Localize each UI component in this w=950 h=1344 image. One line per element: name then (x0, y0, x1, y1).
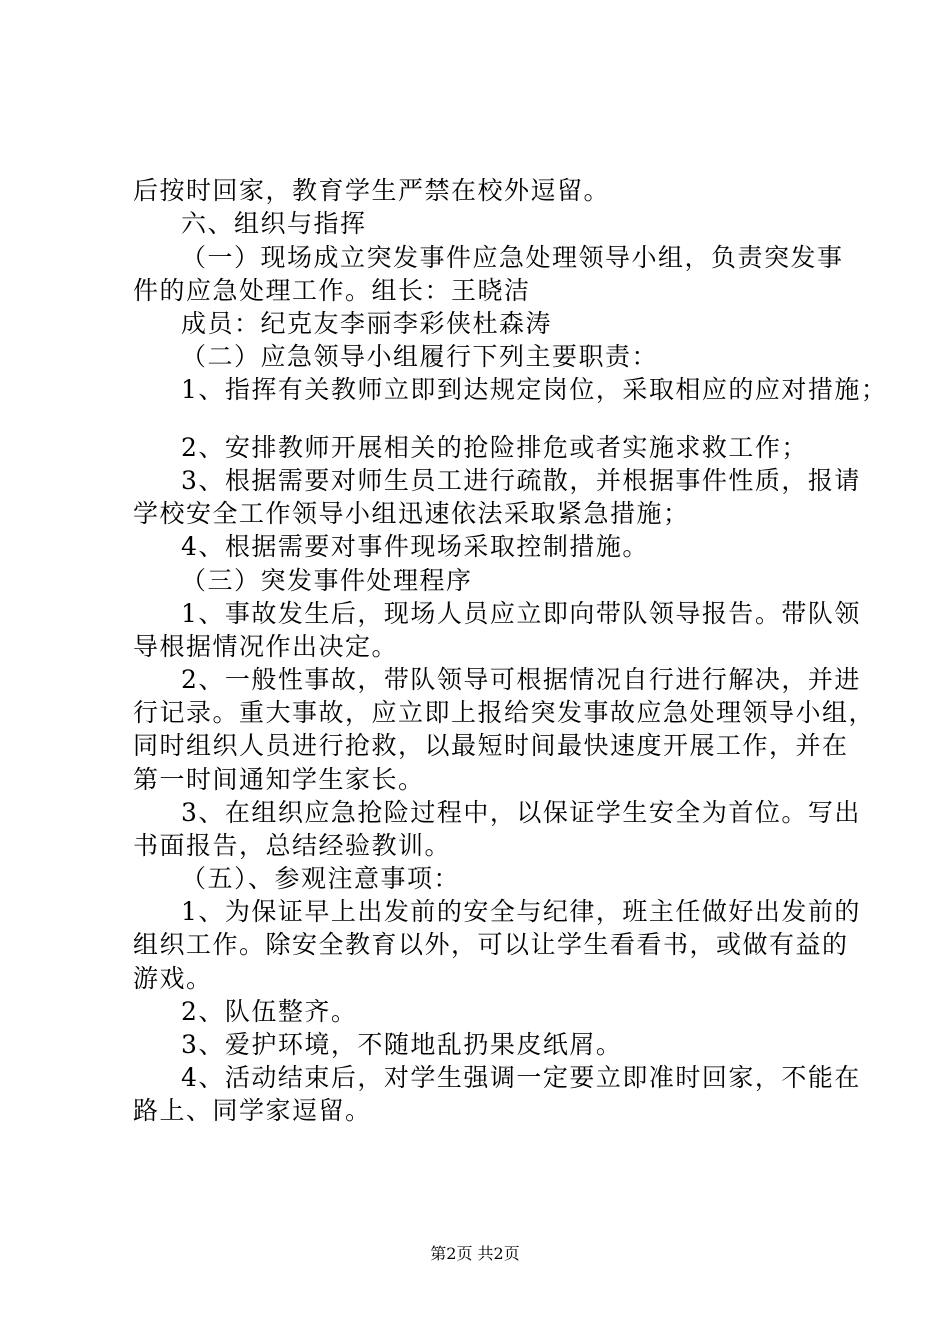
text-line: 3、爱护环境，不随地乱扔果皮纸屑。 (181, 1030, 623, 1059)
text-line: 书面报告，总结经验教训。 (133, 831, 452, 860)
section-heading: 六、组织与指挥 (181, 209, 367, 238)
text-line: 3、在组织应急抢险过程中，以保证学生安全为首位。写出 (181, 798, 861, 827)
text-line: 第一时间通知学生家长。 (133, 765, 425, 794)
text-line: 1、事故发生后，现场人员应立即向带队领导报告。带队领 (181, 599, 861, 628)
text-line: 2、一般性事故，带队领导可根据情况自行进行解决，并进 (181, 665, 861, 694)
text-line: 3、根据需要对师生员工进行疏散，并根据事件性质，报请 (181, 466, 861, 495)
text-line: 2、队伍整齐。 (181, 997, 358, 1026)
text-line: 路上、同学家逗留。 (133, 1096, 372, 1125)
text-line: 4、根据需要对事件现场采取控制措施。 (181, 532, 649, 561)
text-line: 4、活动结束后，对学生强调一定要立即准时回家，不能在 (181, 1063, 861, 1092)
text-line: 组织工作。除安全教育以外，可以让学生看看书，或做有益的 (133, 930, 849, 959)
subsection-heading: （一）现场成立突发事件应急处理领导小组，负责突发事 (181, 243, 844, 272)
text-line: 行记录。重大事故，应立即上报给突发事故应急处理领导小组， (133, 698, 876, 727)
text-line: 成员：纪克友李丽李彩侠杜森涛 (181, 309, 553, 338)
text-line: 1、指挥有关教师立即到达规定岗位，采取相应的应对措施； (181, 375, 888, 404)
text-line: 游戏。 (133, 964, 213, 993)
text-line: 1、为保证早上出发前的安全与纪律，班主任做好出发前的 (181, 897, 861, 926)
subsection-heading: （五）、参观注意事项： (181, 864, 461, 893)
text-line: 件的应急处理工作。组长：王晓洁 (133, 276, 531, 305)
text-line: 导根据情况作出决定。 (133, 632, 399, 661)
text-line: 同时组织人员进行抢救，以最短时间最快速度开展工作，并在 (133, 731, 849, 760)
text-line: 2、安排教师开展相关的抢险排危或者实施求救工作； (181, 433, 808, 462)
subsection-heading: （三）突发事件处理程序 (181, 566, 473, 595)
text-line: 后按时回家，教育学生严禁在校外逗留。 (133, 176, 611, 205)
text-line: 学校安全工作领导小组迅速依法采取紧急措施； (133, 499, 690, 528)
page-number-footer: 第2页 共2页 (430, 1244, 520, 1263)
subsection-heading: （二）应急领导小组履行下列主要职责： (181, 342, 659, 371)
